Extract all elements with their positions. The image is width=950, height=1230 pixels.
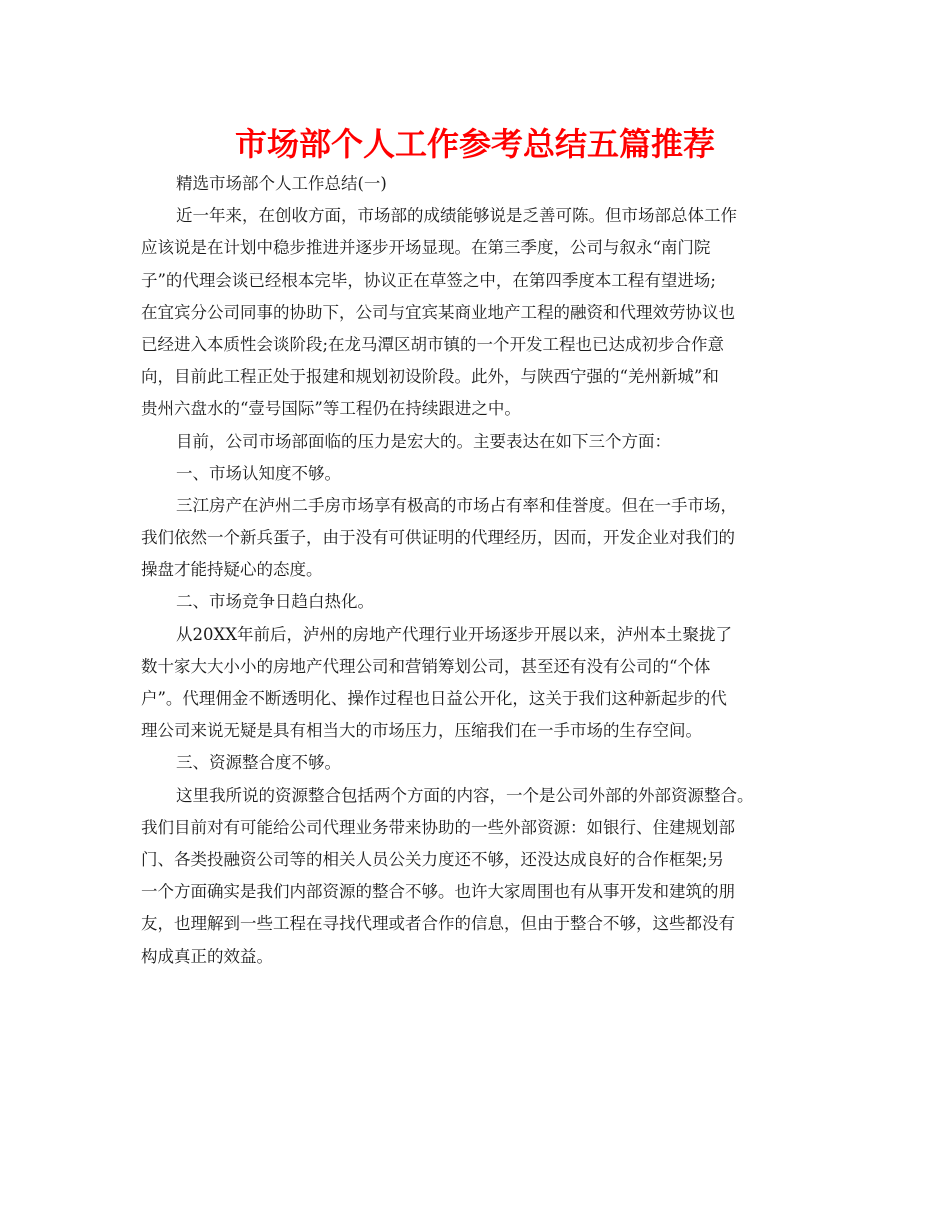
text-line: 门、各类投融资公司等的相关人员公关力度还不够，还没达成良好的合作框架;另 <box>141 849 725 869</box>
text-line: 从20XX年前后，泸州的房地产代理行业开场逐步开展以来，泸州本土聚拢了 <box>176 624 732 644</box>
text-line: 三江房产在泸州二手房市场享有极高的市场占有率和佳誉度。但在一手市场， <box>176 495 737 515</box>
text-line: 贵州六盘水的“壹号国际”等工程仍在持续跟进之中。 <box>141 399 521 419</box>
text-line: 我们目前对有可能给公司代理业务带来协助的一些外部资源：如银行、住建规划部 <box>141 817 735 837</box>
text-line: 友，也理解到一些工程在寻找代理或者合作的信息，但由于整合不够，这些都没有 <box>141 914 735 934</box>
text-line: 我们依然一个新兵蛋子，由于没有可供证明的代理经历，因而，开发企业对我们的 <box>141 528 735 548</box>
text-line: 目前，公司市场部面临的压力是宏大的。主要表达在如下三个方面： <box>176 431 671 451</box>
text-line: 这里我所说的资源整合包括两个方面的内容，一个是公司外部的外部资源整合。 <box>176 785 754 805</box>
document-title: 市场部个人工作参考总结五篇推荐 <box>234 125 715 163</box>
text-line: 户”。代理佣金不断透明化、操作过程也日益公开化，这关于我们这种新起步的代 <box>141 689 727 708</box>
text-line: 向，目前此工程正处于报建和规划初设阶段。此外，与陕西宁强的“羌州新城”和 <box>141 367 719 387</box>
text-line: 操盘才能持疑心的态度。 <box>141 560 323 580</box>
document-body <box>141 168 831 973</box>
text-line: 三、资源整合度不够。 <box>176 753 341 773</box>
text-line: 一个方面确实是我们内部资源的整合不够。也许大家周围也有从事开发和建筑的朋 <box>141 882 735 902</box>
text-line: 一、市场认知度不够。 <box>176 463 341 483</box>
text-line: 精选市场部个人工作总结(一) <box>176 174 387 193</box>
text-line: 近一年来，在创收方面，市场部的成绩能够说是乏善可陈。但市场部总体工作 <box>176 206 737 226</box>
text-line: 理公司来说无疑是具有相当大的市场压力，压缩我们在一手市场的生存空间。 <box>141 721 702 741</box>
text-line: 数十家大大小小的房地产代理公司和营销筹划公司，甚至还有没有公司的“个体 <box>141 656 711 676</box>
text-line: 子”的代理会谈已经根本完毕，协议正在草签之中，在第四季度本工程有望进场; <box>141 270 716 290</box>
text-line: 在宜宾分公司同事的协助下，公司与宜宾某商业地产工程的融资和代理效劳协议也 <box>141 302 735 322</box>
text-line: 已经进入本质性会谈阶段;在龙马潭区胡市镇的一个开发工程也已达成初步合作意 <box>141 334 725 354</box>
text-line: 二、市场竞争日趋白热化。 <box>176 592 374 612</box>
text-line: 构成真正的效益。 <box>141 946 273 966</box>
text-line: 应该说是在计划中稳步推进并逐步开场显现。在第三季度，公司与叙永“南门院 <box>141 238 711 258</box>
